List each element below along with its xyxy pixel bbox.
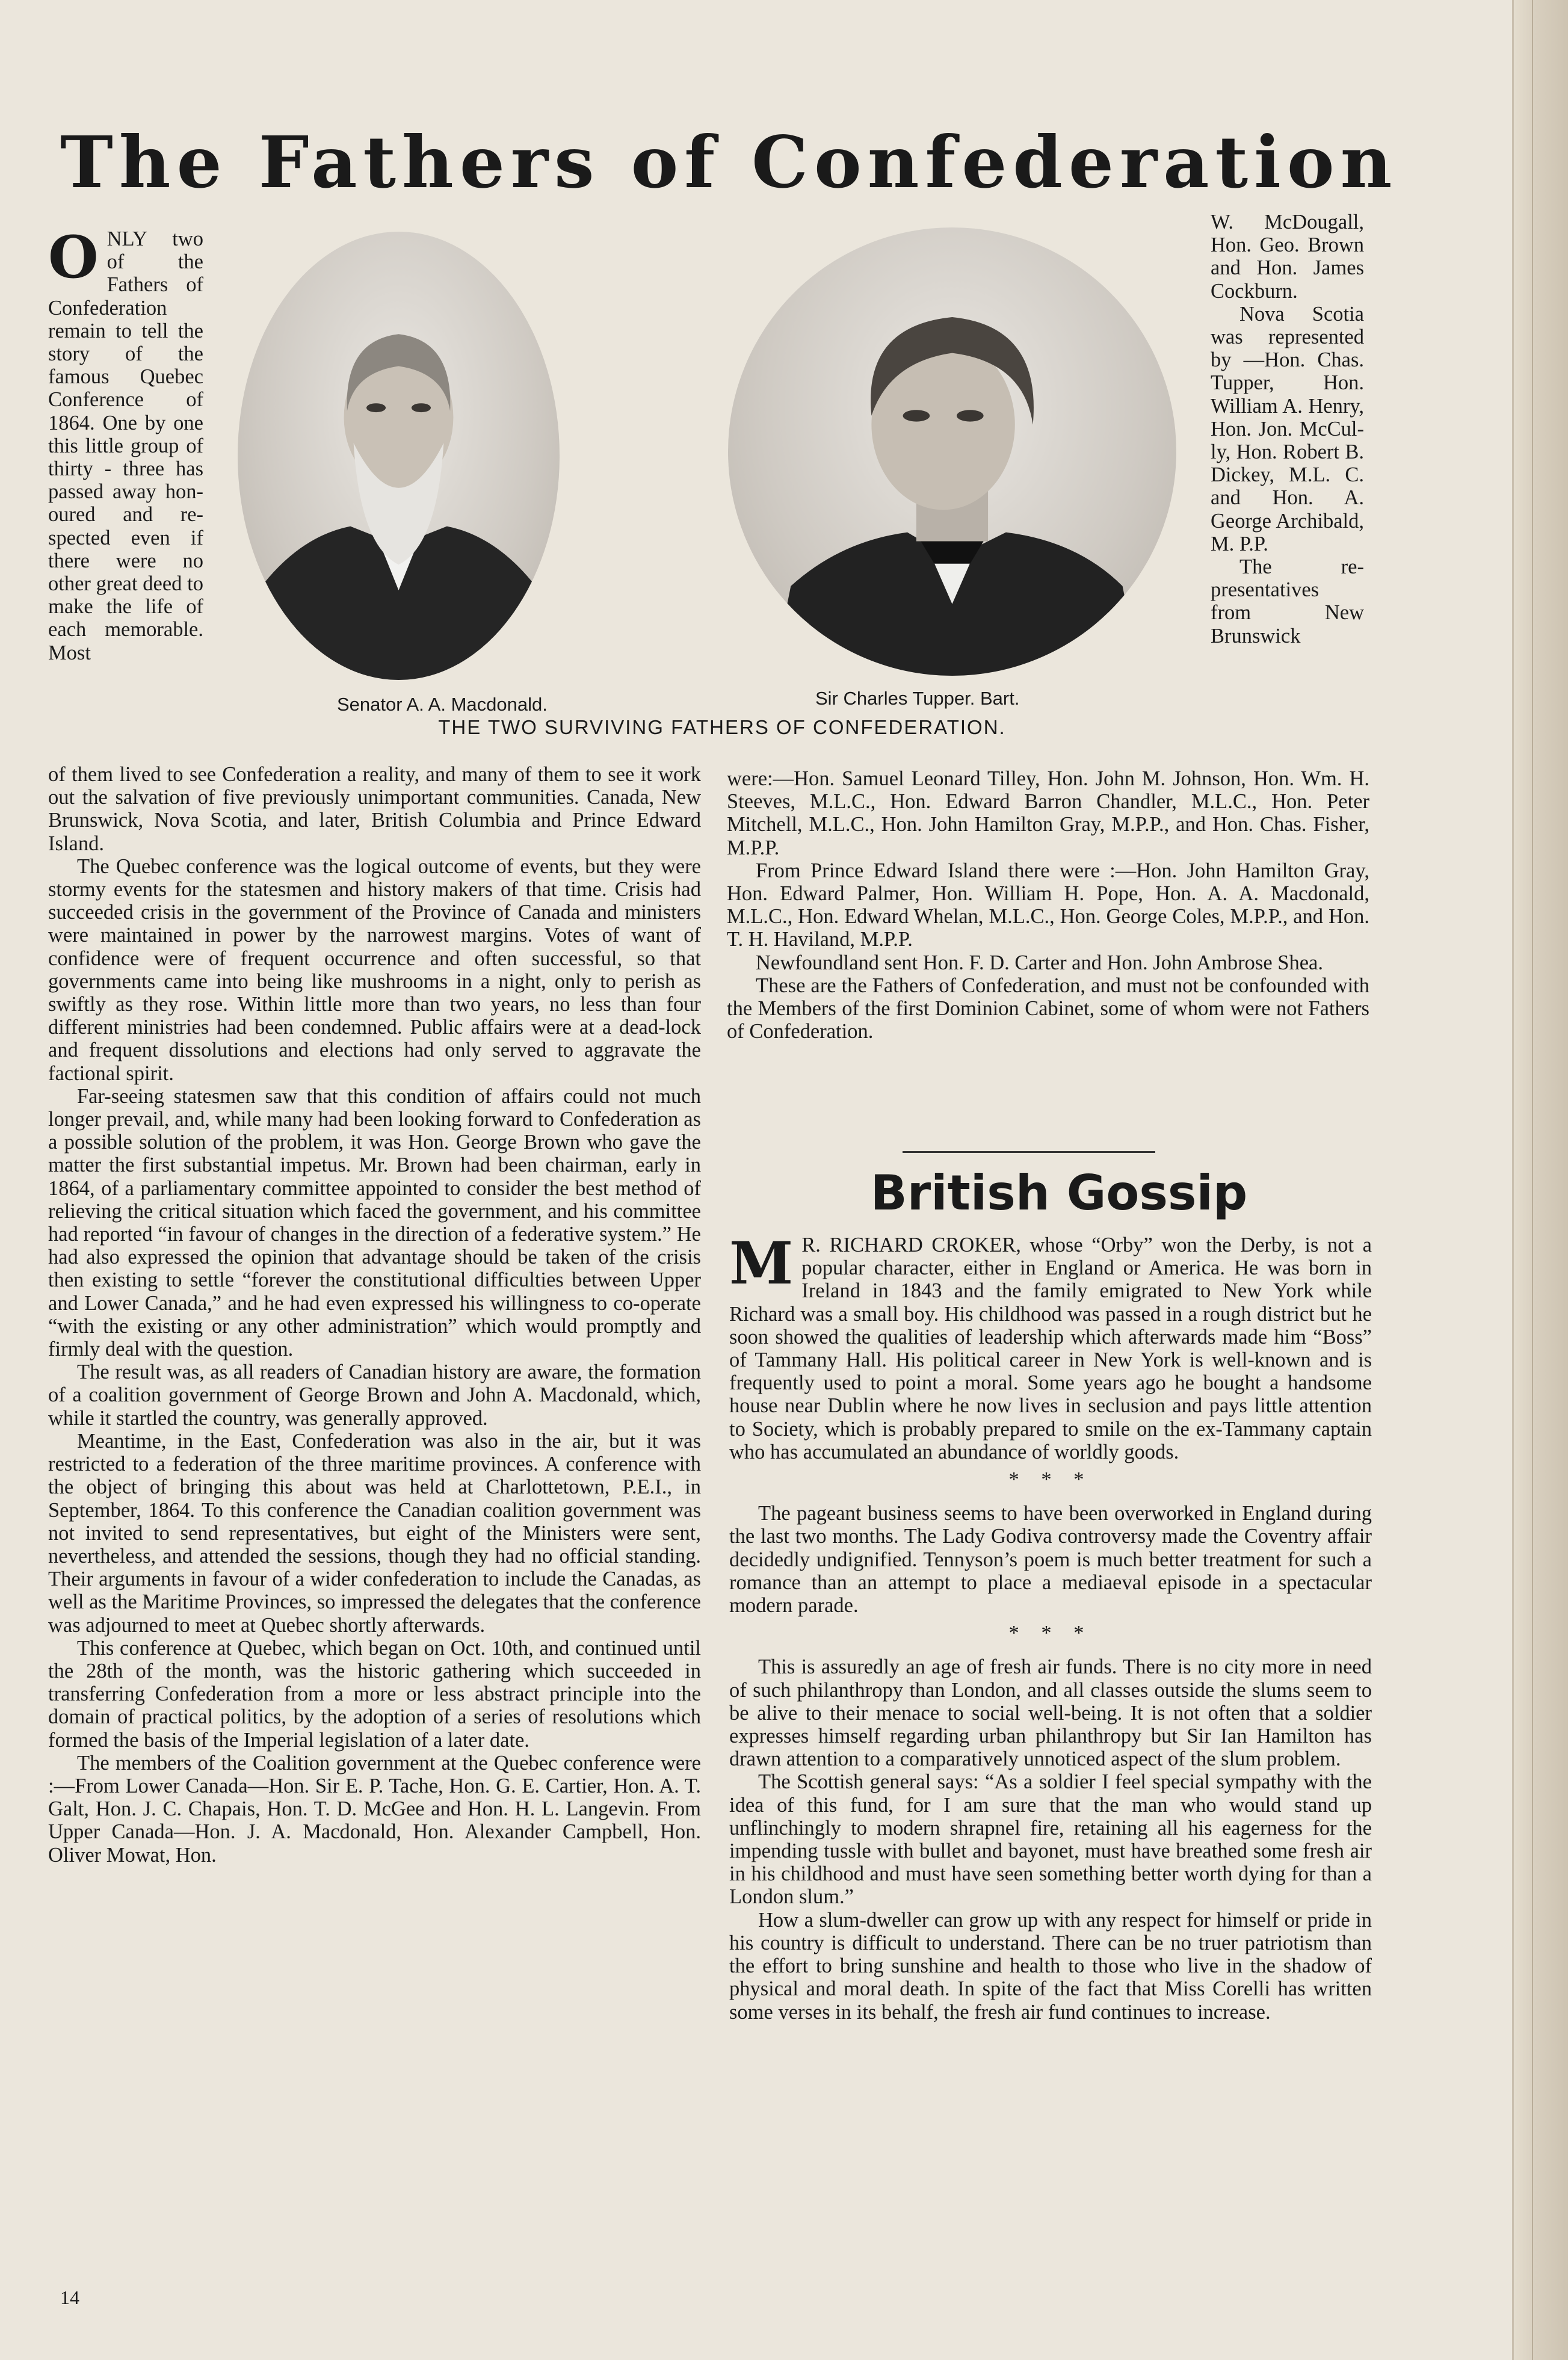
right-paragraph: These are the Fathers of Confederation, and must not be confounded with the Members of the first Dominion Cabinet, some of whom were not Fathers of Confederation. (727, 974, 1369, 1043)
intro-column (48, 223, 203, 664)
gossip-paragraph (729, 1229, 1372, 1463)
intro-text: NLY two of the Fathers of Confederation remain to tell the story of the famous Quebec Conference of 1864. One by one this little group of thirty - three has passed away honoured and respected even if there were no other great deed to make the life of each memorable. Most (48, 227, 203, 664)
page-edge (1512, 0, 1568, 2360)
caption-macdonald: Senator A. A. Macdonald. (337, 694, 548, 715)
left-paragraph: The members of the Coalition government at the Quebec conference were :—From Lower Canada—Hon. Sir E. P. Tache, Hon. G. E. Cartier, Hon. A. T. Galt, Hon. J. C. Chapais, Hon. T. D. McGee and Hon. H. L. Langevin. From Upper Canada—Hon. J. A. Macdonald, Hon. Alexander Campbell, Hon. Oliver Mowat, Hon. (48, 1751, 701, 1867)
gossip-column (729, 1229, 1372, 2024)
macdonald-photo (238, 232, 560, 680)
left-paragraph: Far-seeing statesmen saw that this condition of affairs could not much longer prevail, and, while many had been looking forward to Confederation as a possible solution of the problem, it was Hon. George Brown who gave the matter the first substantial impetus. Mr. Brown had been chairman, early in 1864, of a parliamentary committee appointed to consider the best method of relieving the critical situation which faced the government, and his committee had reported “in favour of changes in the direction of a federative system.” He had also expressed the opinion that advantage should be taken of the crisis then existing to settle “forever the constitutional difficulties between Upper and Lower Canada,” and he had even expressed his willingness to co-operate “with the existing or any other administration” which would promptly and firmly deal with the question. (48, 1084, 701, 1361)
right-paragraph: were:—Hon. Samuel Leonard Tilley, Hon. John M. Johnson, Hon. Wm. H. Steeves, M.L.C., Hon. Edward Barron Chandler, M.L.C., Hon. Peter Mitchell, M.L.C., Hon. John Hamilton Gray, M.P.P., and Hon. Chas. Fisher, M.P.P. (727, 767, 1369, 859)
gossip-dropcap: M (729, 1229, 794, 1297)
binding-line (1532, 0, 1533, 2360)
page-title: The Fathers of Confederation (60, 120, 1398, 204)
right-narrow-column (1211, 211, 1364, 647)
right-narrow-text: W. McDougall, Hon. Geo. Brown and Hon. James Cockburn. (1211, 211, 1364, 303)
left-paragraph: of them lived to see Confederation a reality, and many of them to see it work out the salvation of five previously unimportant communities. Canada, New Brunswick, Nova Scotia, and later, British Columbia and Prince Edward Island. (48, 763, 701, 855)
right-narrow-para2: Nova Scotia was represented by —Hon. Chas. Tupper, Hon. William A. Henry, Hon. Jon. McCully, Hon. Robert B. Dickey, M.L. C. and Hon. A. George Archibald, M. P.P. (1211, 302, 1364, 555)
right-column (727, 767, 1369, 1043)
gossip-first-text: R. RICHARD CROKER, whose “Orby” won the Derby, is not a popular character, either in England or America. He was born in Ireland in 1843 and the family emigrated to New York while Richard was a small boy. His childhood was passed in a rough district but he soon showed the qualities of leadership which afterwards made him “Boss” of Tammany Hall. His political career in New York is well-known and is frequently used to point a moral. Some years ago he bought a handsome house near Dublin where he now lives in seclusion and pays little attention to Society, which is probably prepared to smile on the ex-Tammany captain who has accumulated an abundance of worldly goods. (729, 1234, 1372, 1463)
section-stars: * * * (1008, 1622, 1093, 1645)
intro-paragraph (48, 223, 203, 664)
tupper-photo (728, 227, 1176, 676)
left-column (48, 763, 701, 1867)
right-paragraph: Newfoundland sent Hon. F. D. Carter and Hon. John Ambrose Shea. (756, 951, 1323, 974)
left-paragraph: This conference at Quebec, which began on Oct. 10th, and continued until the 28th of the month, was the historic gathering which succeeded in transferring Confederation from a more or less abstract principle into the domain of practical politics, by the adoption of a series of resolutions which formed the basis of the Imperial legislation of a later date. (48, 1636, 701, 1752)
caption-tupper: Sir Charles Tupper. Bart. (815, 688, 1020, 709)
gossip-paragraph: How a slum-dweller can grow up with any respect for himself or pride in his country is difficult to understand. There can be no truer patriotism than the effort to bring sunshine and health to those who live in the shadow of physical and moral death. In spite of the fact that Miss Corelli has written some verses in its behalf, the fresh air fund continues to increase. (729, 1908, 1372, 2024)
gossip-paragraph: The pageant business seems to have been overworked in England during the last two months. The Lady Godiva controversy made the Coventry affair decidedly undignified. Tennyson’s poem is much better treatment for such a romance than an attempt to place a mediaeval episode in a spectacular modern parade. (729, 1502, 1372, 1617)
section-stars: * * * (1008, 1468, 1093, 1492)
page-number: 14 (60, 2287, 79, 2308)
section-divider (903, 1151, 1155, 1153)
right-paragraph: From Prince Edward Island there were :—Hon. John Hamilton Gray, Hon. Edward Palmer, Hon. William H. Pope, Hon. A. A. Macdonald, M.L.C., Hon. Edward Whelan, M.L.C., Hon. George Coles, M.P.P., and Hon. T. H. Haviland, M.P.P. (727, 859, 1369, 951)
left-paragraph: The Quebec conference was the logical outcome of events, but they were stormy events for the statesmen and history makers of that time. Crisis had succeeded crisis in the government of the Province of Canada and ministers were maintained in power by the narrowest margins. Votes of want of confidence were of frequent occurrence and often successful, so that governments came into being like mushrooms in a night, only to perish as swiftly as they rose. Within little more than two years, no less than four different ministries had been condemned. Public affairs were at a dead-lock and frequent dissolutions and elections had only served to aggravate the factional spirit. (48, 854, 701, 1085)
dropcap: O (48, 223, 99, 291)
left-paragraph: Meantime, in the East, Confederation was also in the air, but it was restricted to a federation of the three maritime provinces. A conference with the object of bringing this about was held at Charlottetown, P.E.I., in September, 1864. To this conference the Canadian coalition government was not invited to send representatives, but eight of the Ministers were sent, nevertheless, and attended the sessions, though they had no official standing. Their arguments in favour of a wider confederation to include the Canadas, as well as the Maritime Provinces, so impressed the delegates that the conference was adjourned to meet at Quebec shortly afterwards. (48, 1429, 701, 1637)
left-paragraph: The result was, as all readers of Canadian history are aware, the formation of a coalition government of George Brown and John A. Macdonald, which, while it startled the country, was generally approved. (48, 1361, 701, 1430)
gossip-paragraph: The Scottish general says: “As a soldier I feel special sympathy with the idea of this fund, for I am sure that the man who would stand up unflinchingly to modern shrapnel fire, retaining all his eagerness for the impending tussle with bullet and bayonet, must have breathed some fresh air in his childhood and must have seen something better worth dying for than a London slum.” (729, 1770, 1372, 1909)
gossip-paragraph: This is assuredly an age of fresh air funds. There is no city more in need of such philanthropy than London, and all classes outside the slums seem to be alive to their menace to social well-being. It is not often that a soldier expresses himself regarding urban philanthropy but Sir Ian Hamilton has drawn attention to a comparatively unnoticed aspect of the slum problem. (729, 1655, 1372, 1771)
right-narrow-para3: The representatives from New Brunswick (1211, 555, 1364, 647)
portrait-tupper (728, 227, 1176, 676)
portrait-macdonald (238, 232, 560, 680)
gossip-heading: British Gossip (870, 1165, 1248, 1221)
caption-main: THE TWO SURVIVING FATHERS OF CONFEDERATION. (438, 716, 1006, 738)
